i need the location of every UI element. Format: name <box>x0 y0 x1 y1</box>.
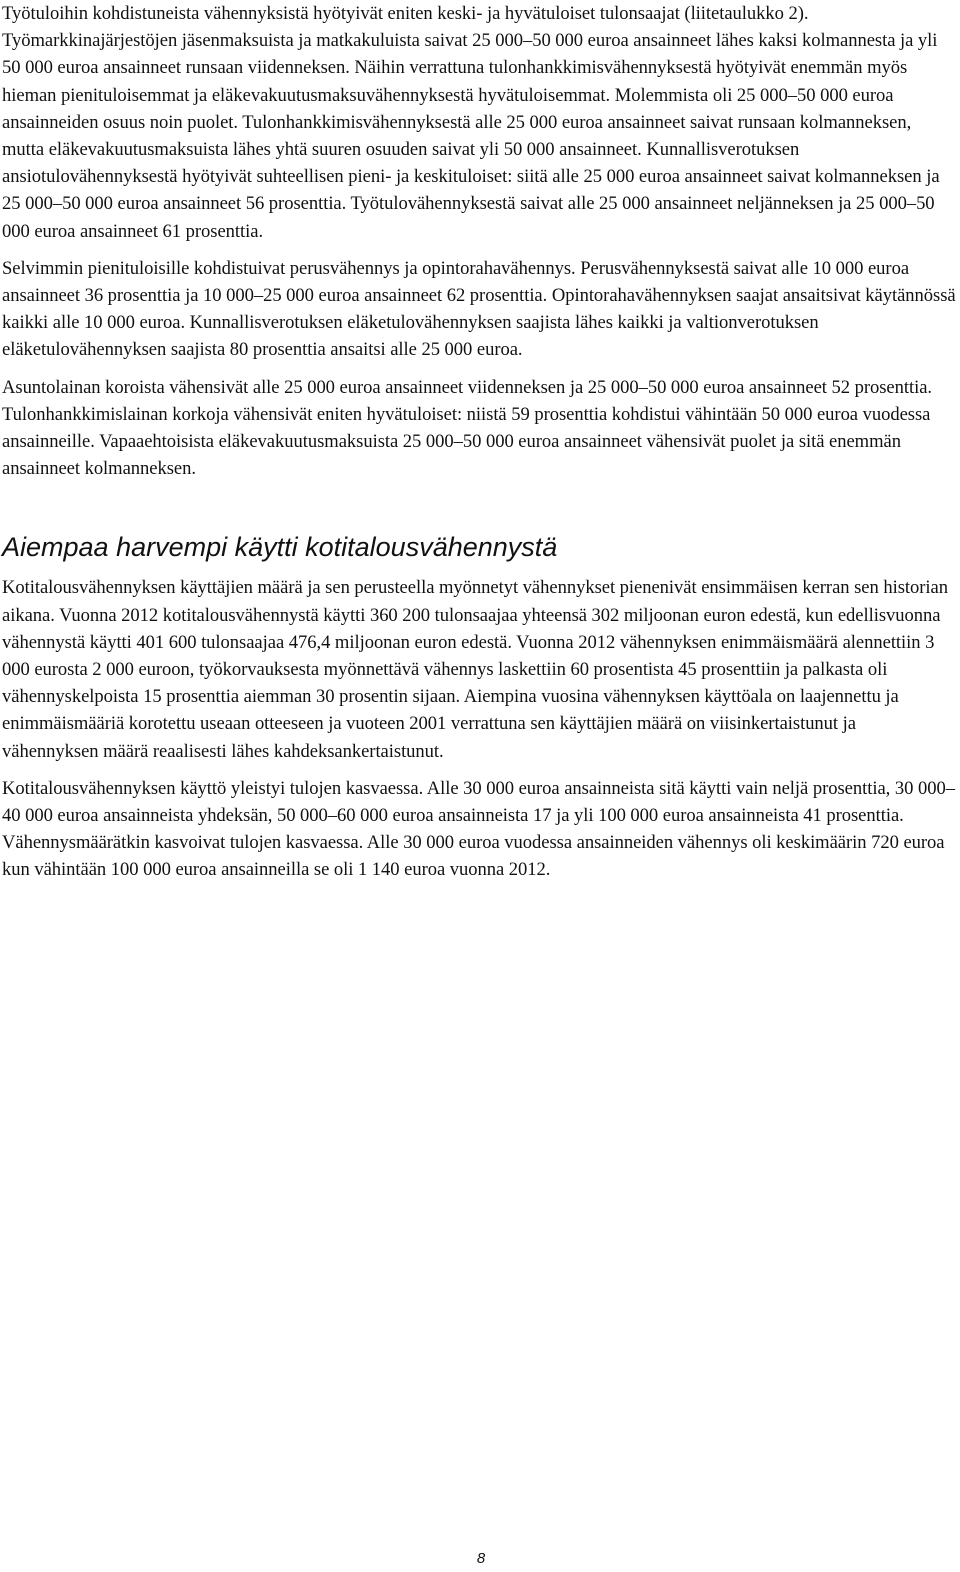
paragraph-low-income-deductions: Selvimmin pienituloisille kohdistuivat perusvähennys ja opintorahavähennys. Perusvähennyksestä saivat alle 10 000 euroa ansainneet 36 prosenttia ja 10 000–25 000 euroa ansainneet 62 prosenttia. Opintorahavähennyksen saajat ansaitsivat käytännössä kaikki alle 10 000 euroa. Kunnallisverotuksen eläketulovähennyksen saajista lähes kaikki ja valtionverotuksen eläketulovähennyksen saajista 80 prosenttia ansaitsi alle 25 000 euroa. <box>2 257 956 361</box>
paragraph-household-deduction-users: Kotitalousvähennyksen käyttäjien määrä ja sen perusteella myönnetyt vähennykset pienenivät ensimmäisen kerran sen historian aikana. Vuonna 2012 kotitalousvähennystä käytti 360 200 tulonsaajaa yhteensä 302 miljoonan euron edestä, kun edellisvuonna vähennystä käytti 401 600 tulonsaajaa 476,4 miljoonan euron edestä. Vuonna 2012 vähennyksen enimmäismäärä alennettiin 3 000 eurosta 2 000 euroon, työkorvauksesta myönnettävä vähennys laskettiin 60 prosentista 45 prosenttiin ja palkasta oli vähennyskelpoista 15 prosenttia aiemman 30 prosentin sijaan. Aiempina vuosina vähennyksen käyttöala on laajennettu ja enimmäismääriä korotettu useaan otteeseen ja vuoteen 2001 verrattuna sen käyttäjien määrä on viisinkertaistunut ja vähennyksen määrä reaalisesti lähes kahdeksankertaistunut. <box>2 577 948 762</box>
paragraph-work-income-deductions: Työtuloihin kohdistuneista vähennyksistä hyötyivät eniten keski- ja hyvätuloiset tulonsaajat (liitetaulukko 2). Työmarkkinajärjestöjen jäsenmaksuista ja matkakuluista saivat 25 000–50 000 euroa ansainneet lähes kaksi kolmannesta ja yli 50 000 euroa ansainneet runsaan viidenneksen. Näihin verrattuna tulonhankkimisvähennyksestä hyötyivät enemmän myös hieman pienituloisemmat ja eläkevakuutusmaksuvähennyksestä hyvätuloisemmat. Molemmista oli 25 000–50 000 euroa ansainneiden osuus noin puolet. Tulonhankkimisvähennyksestä alle 25 000 euroa ansainneet saivat runsaan kolmanneksen, mutta eläkevakuutusmaksuista lähes yhtä suuren osuuden saivat yli 50 000 ansainneet. Kunnallisverotuksen ansiotulovähennyksestä hyötyivät suhteellisen pieni- ja keskituloiset: siitä alle 25 000 euroa ansainneet saivat kolmanneksen ja 25 000–50 000 euroa ansainneet 56 prosenttia. Työtulovähennyksestä saivat alle 25 000 ansainneet neljänneksen ja 25 000–50 000 euroa ansainneet 61 prosenttia. <box>2 3 940 242</box>
paragraph-household-deduction-income: Kotitalousvähennyksen käyttö yleistyi tulojen kasvaessa. Alle 30 000 euroa ansainneista sitä käytti vain neljä prosenttia, 30 000–40 000 euroa ansainneista yhdeksän, 50 000–60 000 euroa ansainneista 17 ja yli 100 000 euroa ansainneista 41 prosenttia. Vähennysmäärätkin kasvoivat tulojen kasvaessa. Alle 30 000 euroa vuodessa ansainneiden vähennys oli keskimäärin 720 euroa kun vähintään 100 000 euroa ansainneilla se oli 1 140 euroa vuonna 2012. <box>2 777 955 881</box>
page-number-text: 8 <box>476 1550 486 1567</box>
paragraph-loan-interest-deductions: Asuntolainan koroista vähensivät alle 25 000 euroa ansainneet viidenneksen ja 25 000–50 000 euroa ansainneet 52 prosenttia. Tulonhankkimislainan korkoja vähensivät eniten hyvätuloiset: niistä 59 prosenttia kohdistui vähintään 50 000 euroa vuodessa ansainneille. Vapaaehtoisista eläkevakuutusmaksuista 25 000–50 000 euroa ansainneet vähensivät puolet ja sitä enemmän ansainneet kolmanneksen. <box>2 376 932 480</box>
section-heading: Aiempaa harvempi käytti kotitalousvähennystä <box>2 532 558 563</box>
page-number <box>0 1550 960 1568</box>
document-body <box>2 0 957 894</box>
